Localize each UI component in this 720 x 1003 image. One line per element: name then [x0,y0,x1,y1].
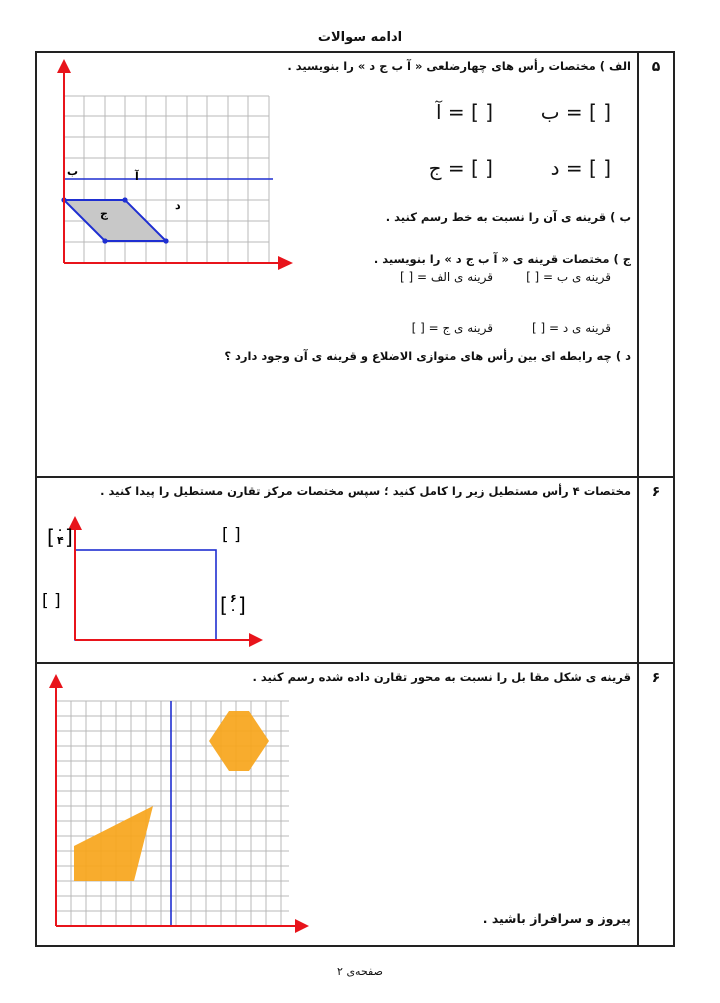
coord-b: [ ] = ب [540,100,611,124]
axes [57,59,293,270]
vertex-point [102,238,107,243]
q5-part-b: ب ) قرینه ی آن را نسبت به خط رسم کنید . [385,210,631,224]
closing-message: پیروز و سرافراز باشید . [482,911,631,926]
q6a-graph [37,478,297,664]
q5-part-j: ج ) مختصات قرینه ی « آ ب ج د » را بنویسید . [373,252,631,266]
q5-part-d: د ) چه رابطه ای بین رأس های متوازی الاضلاع و قرینه ی آن وجود دارد ؟ [224,349,631,363]
coord-top-left-upper: ۰ [57,525,64,536]
q6a-text: مختصات ۴ رأس مستطیل زیر را کامل کنید ؛ سپس مختصات مرکز تقارن مستطیل را پیدا کنید . [100,484,631,498]
coord-a: [ ] = آ [436,100,493,124]
q6b-graph [37,664,327,947]
page-title: ادامه سوالات [317,30,403,45]
coord-bottom-right-lower: ۰ [230,605,237,616]
q5-part-a: الف ) مختصات رأس های چهارضلعی « آ ب ج د » را بنویسید . [287,59,631,73]
coord-top-left-lower: ۴ [57,534,64,547]
question-number: ۵ [637,53,673,476]
vertex-point [163,238,168,243]
q5-graph [37,53,317,283]
question-5 [37,53,673,478]
question-number: ۶ [637,664,673,947]
question-sheet [35,51,675,947]
question-6b [37,664,673,947]
sym-a: قرینه ی الف = [ ] [399,270,493,284]
coord-bottom-left-empty: [ ] [42,591,61,611]
bracket-open: [ [47,525,55,549]
coord-top-right-empty: [ ] [222,525,241,545]
orange-hexagon [209,711,269,771]
vertex-point [122,197,127,202]
sym-j: قرینه ی ج = [ ] [411,321,493,335]
question-number: ۶ [637,478,673,662]
label-a: آ [135,170,139,183]
rectangle [75,550,216,640]
bracket-open: [ [220,593,228,617]
coord-d: [ ] = د [550,156,611,180]
page-number: صفحه‌ی ۲ [337,965,383,978]
question-6a [37,478,673,664]
label-d: د [175,199,181,212]
bracket-close: ] [65,525,73,549]
label-j: ج [100,207,108,220]
q6b-text: قرینه ی شکل مقا بل را نسبت به محور تقارن داده شده رسم کنید . [252,670,631,684]
bracket-close: ] [238,593,246,617]
sym-b: قرینه ی ب = [ ] [526,270,611,284]
coord-j: [ ] = ج [428,156,493,180]
label-b: ب [67,165,79,178]
sym-d: قرینه ی د = [ ] [532,321,611,335]
axes [49,674,309,933]
coord-bottom-right-upper: ۶ [230,592,237,605]
